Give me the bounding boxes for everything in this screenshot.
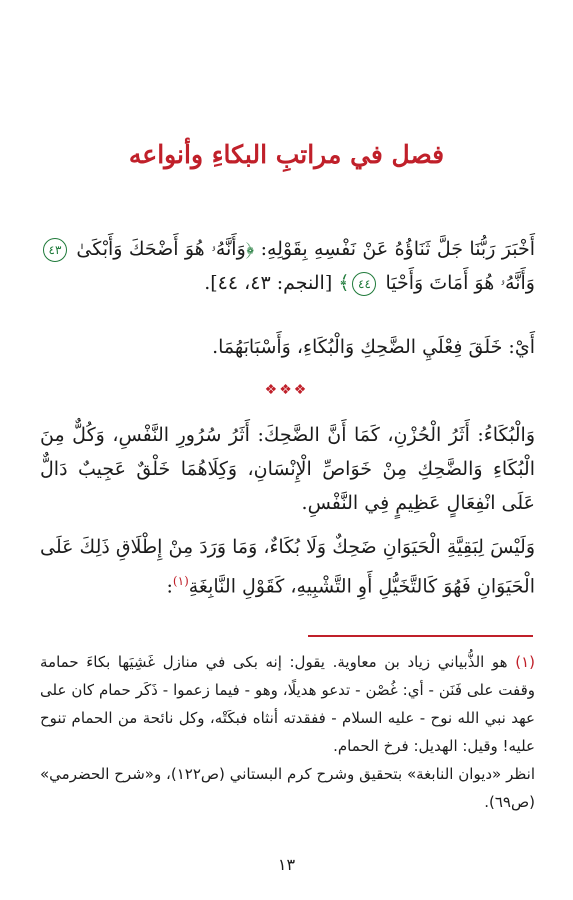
section-divider: ❖❖❖ bbox=[264, 382, 309, 398]
footnote-number: (١) bbox=[515, 653, 535, 671]
verse-text-b: وَأَنَّهُۥ هُوَ أَمَاتَ وَأَحْيَا bbox=[385, 272, 535, 294]
verse-open-bracket: ﴿ bbox=[245, 238, 255, 260]
footnote-reference: انظر «ديوان النابغة» بتحقيق وشرح كرم البستاني (ص١٢٢)، و«شرح الحضرمي» (ص٦٩). bbox=[40, 765, 535, 811]
paragraph-intro: أَخْبَرَ رَبُّنَا جَلَّ ثَنَاؤُهُ عَنْ نَفْسِهِ بِقَوْلِهِ: bbox=[260, 238, 535, 260]
paragraph-weeping-definition: وَالْبُكَاءُ: أَثَرُ الْحُزْنِ، كَمَا أَنَّ الضَّحِكَ: أَثَرُ سُرُورِ النَّفْسِ، وَكُلٌّ مِنَ الْبُكَاءِ وَالضَّحِكِ مِنْ خَوَاصِّ الْإِنْسَانِ، وَكِلَاهُمَا خَلْقٌ عَجِيبٌ دَالٌّ عَلَى انْفِعَالٍ عَظِيمٍ فِي النَّفْسِ. bbox=[40, 424, 535, 514]
footnote-separator bbox=[308, 635, 533, 637]
paragraph-animals-ending: : bbox=[166, 575, 173, 598]
footnote-text: هو الذُّبياني زياد بن معاوية. يقول: إنه بكى في منازل غَشِيَها بكاءَ حمامة وقفت على فَنَن - أي: غُصْن - تدعو هديلًا، وهو - فيما زعموا - ذَكَر حمام كان على عهد نبي الله نوح - عليه السلام - ففقدته أنثاه فبكَتْه، وكل نائحة من الحمام تنوح عليه! وقيل: الهديل: فرخ الحمام. bbox=[40, 653, 535, 755]
footnote-ref[interactable]: (١) bbox=[172, 574, 189, 588]
paragraph-animals bbox=[40, 530, 535, 603]
footnotes bbox=[40, 648, 535, 816]
verse-number-44: ٤٤ bbox=[352, 272, 376, 296]
verse-number-43: ٤٣ bbox=[43, 238, 67, 262]
chapter-title: فصل في مراتبِ البكاءِ وأنواعه bbox=[128, 140, 445, 169]
paragraph-explanation: أَيْ: خَلَقَ فِعْلَيِ الضَّحِكِ وَالْبُكَاءِ، وَأَسْبَابَهُمَا. bbox=[212, 336, 535, 358]
verse-citation: [النجم: ٤٣، ٤٤]. bbox=[204, 272, 333, 294]
verse-close-bracket: ﴾ bbox=[338, 272, 350, 294]
footnote-1 bbox=[40, 648, 535, 760]
page-number: ١٣ bbox=[277, 855, 296, 874]
paragraph-quran-verse bbox=[40, 232, 535, 300]
paragraph-animals-text: وَلَيْسَ لِبَقِيَّةِ الْحَيَوَانِ ضَحِكٌ وَلَا بُكَاءٌ، وَمَا وَرَدَ مِنْ إِطْلَاقِ ذَلِكَ عَلَى الْحَيَوَانِ فَهُوَ كَالتَّخَيُّلِ أَوِ التَّشْبِيهِ، كَقَوْلِ النَّابِغَةِ bbox=[40, 536, 535, 598]
verse-text-a: وَأَنَّهُۥ هُوَ أَضْحَكَ وَأَبْكَىٰ bbox=[76, 238, 246, 260]
